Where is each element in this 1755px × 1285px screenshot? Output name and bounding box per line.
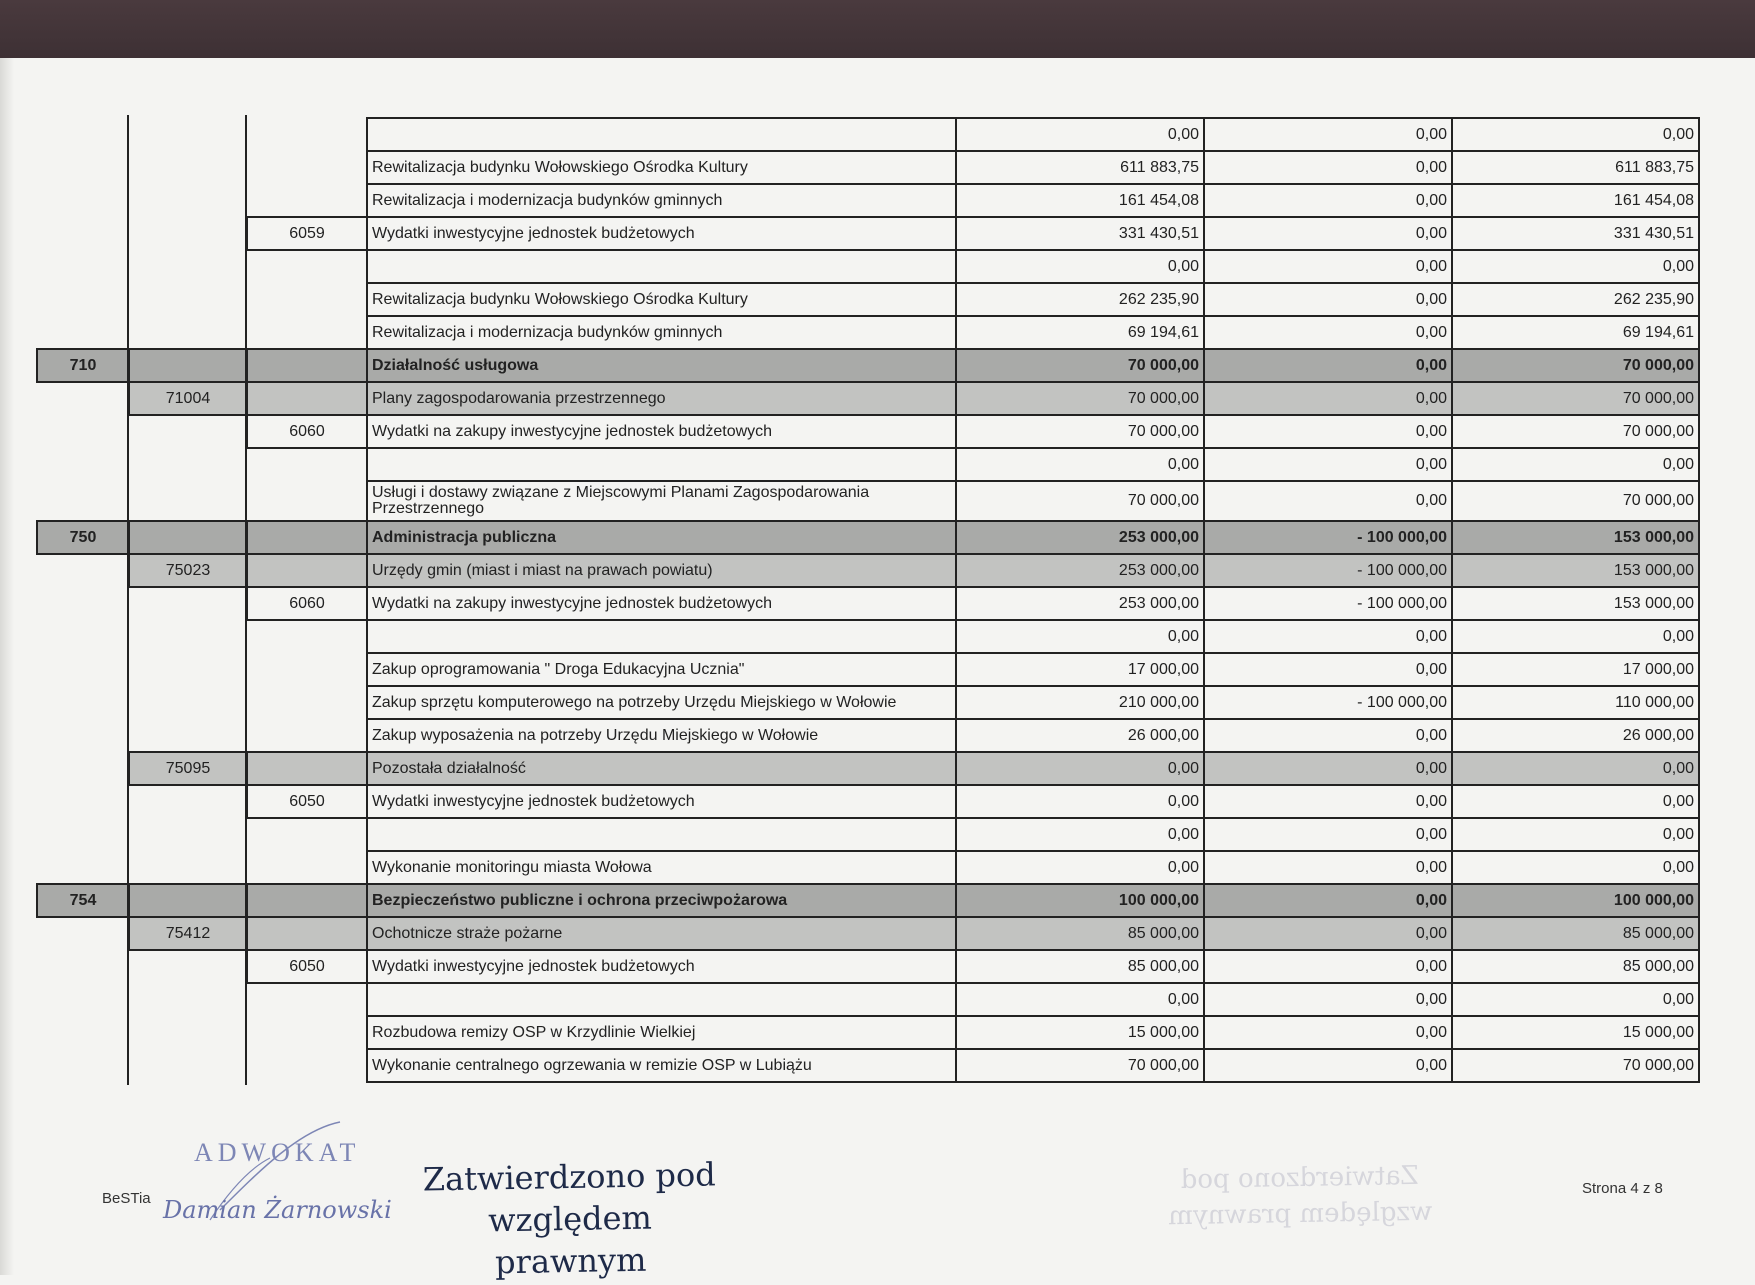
table-row-item	[37, 283, 1699, 316]
rozdzial-code	[129, 217, 247, 250]
amount-change: 0,00	[1204, 118, 1452, 151]
amount-after: 0,00	[1452, 851, 1699, 884]
amount-after: 153 000,00	[1452, 554, 1699, 587]
approval-stamp-line-2: względem prawnym	[487, 1198, 653, 1282]
description-cell: Wykonanie centralnego ogrzewania w remizie OSP w Lubiążu	[367, 1049, 956, 1082]
rozdzial-code	[129, 151, 247, 184]
description-cell: Zakup wyposażenia na potrzeby Urzędu Miejskiego w Wołowie	[367, 719, 956, 752]
table-row-item-tall	[37, 481, 1699, 521]
description-cell	[367, 620, 956, 653]
amount-plan: 0,00	[956, 818, 1204, 851]
amount-after: 17 000,00	[1452, 653, 1699, 686]
amount-plan: 253 000,00	[956, 521, 1204, 554]
table-row-rozdzial	[37, 917, 1699, 950]
amount-plan: 0,00	[956, 250, 1204, 283]
table-row-rozdzial	[37, 554, 1699, 587]
table-row-dzial	[37, 349, 1699, 382]
description-cell: Wydatki na zakupy inwestycyjne jednostek budżetowych	[367, 415, 956, 448]
amount-plan: 0,00	[956, 785, 1204, 818]
lawyer-signature: Damian Żarnowski	[163, 1196, 392, 1224]
amount-change: 0,00	[1204, 950, 1452, 983]
approval-stamp	[419, 1153, 721, 1284]
dzial-code	[37, 620, 129, 653]
amount-plan: 70 000,00	[956, 481, 1204, 521]
paragraf-code	[247, 382, 367, 415]
description-cell: Bezpieczeństwo publiczne i ochrona przeciwpożarowa	[367, 884, 956, 917]
rozdzial-code	[129, 521, 247, 554]
amount-after: 70 000,00	[1452, 382, 1699, 415]
paragraf-code	[247, 818, 367, 851]
table-row-item	[37, 151, 1699, 184]
amount-change: 0,00	[1204, 283, 1452, 316]
amount-plan: 100 000,00	[956, 884, 1204, 917]
amount-after: 153 000,00	[1452, 521, 1699, 554]
paragraf-code	[247, 349, 367, 382]
amount-plan: 0,00	[956, 620, 1204, 653]
rozdzial-code: 75023	[129, 554, 247, 587]
paragraf-code: 6060	[247, 587, 367, 620]
dzial-code	[37, 983, 129, 1016]
dzial-code	[37, 184, 129, 217]
amount-after: 0,00	[1452, 118, 1699, 151]
amount-after: 70 000,00	[1452, 415, 1699, 448]
dzial-code	[37, 118, 129, 151]
paragraf-code	[247, 554, 367, 587]
paragraf-code	[247, 448, 367, 481]
rozdzial-code	[129, 1016, 247, 1049]
amount-after: 70 000,00	[1452, 349, 1699, 382]
amount-after: 85 000,00	[1452, 950, 1699, 983]
table-row-item	[37, 1049, 1699, 1082]
dzial-code	[37, 415, 129, 448]
paragraf-code: 6050	[247, 785, 367, 818]
amount-change: 0,00	[1204, 917, 1452, 950]
rozdzial-code	[129, 118, 247, 151]
table-row-paragraf	[37, 785, 1699, 818]
footer-software: BeSTia	[102, 1190, 151, 1207]
rozdzial-code: 71004	[129, 382, 247, 415]
description-cell: Rewitalizacja i modernizacja budynków gminnych	[367, 316, 956, 349]
amount-after: 0,00	[1452, 983, 1699, 1016]
paragraf-code	[247, 620, 367, 653]
amount-change: 0,00	[1204, 884, 1452, 917]
amount-plan: 161 454,08	[956, 184, 1204, 217]
table-row-item	[37, 653, 1699, 686]
rozdzial-code	[129, 851, 247, 884]
rozdzial-code	[129, 415, 247, 448]
lawyer-stamp-title: ADWOKAT	[194, 1138, 361, 1167]
paragraf-code: 6059	[247, 217, 367, 250]
amount-change: 0,00	[1204, 481, 1452, 521]
footer-page-number: Strona 4 z 8	[1582, 1180, 1663, 1197]
table-row-rozdzial	[37, 382, 1699, 415]
dzial-code	[37, 382, 129, 415]
amount-after: 161 454,08	[1452, 184, 1699, 217]
dzial-code	[37, 653, 129, 686]
table-row-paragraf	[37, 950, 1699, 983]
table-row-item	[37, 1016, 1699, 1049]
amount-change: 0,00	[1204, 316, 1452, 349]
description-cell: Ochotnicze straże pożarne	[367, 917, 956, 950]
table-row-item	[37, 719, 1699, 752]
dzial-code	[37, 917, 129, 950]
amount-plan: 331 430,51	[956, 217, 1204, 250]
description-cell: Wydatki na zakupy inwestycyjne jednostek budżetowych	[367, 587, 956, 620]
table-row-dzial	[37, 884, 1699, 917]
dzial-code	[37, 316, 129, 349]
paragraf-code: 6060	[247, 415, 367, 448]
dzial-code	[37, 719, 129, 752]
description-cell: Administracja publiczna	[367, 521, 956, 554]
dzial-code	[37, 250, 129, 283]
paragraf-code	[247, 917, 367, 950]
description-cell	[367, 118, 956, 151]
rozdzial-code	[129, 1049, 247, 1082]
description-cell: Rewitalizacja i modernizacja budynków gminnych	[367, 184, 956, 217]
description-cell: Działalność usługowa	[367, 349, 956, 382]
amount-after: 611 883,75	[1452, 151, 1699, 184]
amount-change: 0,00	[1204, 151, 1452, 184]
dzial-code	[37, 448, 129, 481]
amount-after: 0,00	[1452, 250, 1699, 283]
paragraf-code	[247, 1049, 367, 1082]
bleed-through-line-1: Zatwierdzono pod	[1180, 1160, 1419, 1196]
table-row-item	[37, 448, 1699, 481]
table-row-item	[37, 983, 1699, 1016]
table-row-item	[37, 184, 1699, 217]
amount-plan: 70 000,00	[956, 382, 1204, 415]
amount-plan: 262 235,90	[956, 283, 1204, 316]
description-cell: Pozostała działalność	[367, 752, 956, 785]
paragraf-code	[247, 752, 367, 785]
rozdzial-code	[129, 818, 247, 851]
amount-change: - 100 000,00	[1204, 521, 1452, 554]
amount-after: 69 194,61	[1452, 316, 1699, 349]
table-row-paragraf	[37, 217, 1699, 250]
description-cell: Plany zagospodarowania przestrzennego	[367, 382, 956, 415]
dzial-code	[37, 481, 129, 521]
amount-plan: 210 000,00	[956, 686, 1204, 719]
amount-after: 100 000,00	[1452, 884, 1699, 917]
bleed-through-line-2: względem prawnym	[1167, 1196, 1433, 1232]
description-cell: Wydatki inwestycyjne jednostek budżetowych	[367, 217, 956, 250]
amount-change: 0,00	[1204, 983, 1452, 1016]
paragraf-code	[247, 884, 367, 917]
rozdzial-code	[129, 184, 247, 217]
paragraf-code	[247, 653, 367, 686]
bleed-through-text	[1149, 1157, 1450, 1234]
amount-plan: 85 000,00	[956, 950, 1204, 983]
dzial-code	[37, 283, 129, 316]
amount-plan: 69 194,61	[956, 316, 1204, 349]
amount-plan: 253 000,00	[956, 554, 1204, 587]
amount-change: 0,00	[1204, 752, 1452, 785]
amount-after: 15 000,00	[1452, 1016, 1699, 1049]
amount-after: 70 000,00	[1452, 481, 1699, 521]
rozdzial-code: 75095	[129, 752, 247, 785]
description-cell: Zakup oprogramowania " Droga Edukacyjna Ucznia"	[367, 653, 956, 686]
description-cell	[367, 983, 956, 1016]
amount-plan: 0,00	[956, 983, 1204, 1016]
amount-change: 0,00	[1204, 349, 1452, 382]
dzial-code	[37, 950, 129, 983]
paragraf-code	[247, 184, 367, 217]
dzial-code	[37, 851, 129, 884]
amount-change: 0,00	[1204, 653, 1452, 686]
amount-after: 85 000,00	[1452, 917, 1699, 950]
tree-line-rozdzial	[245, 115, 247, 1085]
amount-change: 0,00	[1204, 818, 1452, 851]
dzial-code	[37, 785, 129, 818]
description-cell	[367, 250, 956, 283]
amount-after: 70 000,00	[1452, 1049, 1699, 1082]
description-cell: Rewitalizacja budynku Wołowskiego Ośrodka Kultury	[367, 151, 956, 184]
rozdzial-code	[129, 587, 247, 620]
amount-after: 26 000,00	[1452, 719, 1699, 752]
amount-plan: 611 883,75	[956, 151, 1204, 184]
amount-after: 153 000,00	[1452, 587, 1699, 620]
amount-plan: 15 000,00	[956, 1016, 1204, 1049]
amount-change: 0,00	[1204, 184, 1452, 217]
description-cell: Urzędy gmin (miast i miast na prawach powiatu)	[367, 554, 956, 587]
amount-change: 0,00	[1204, 1016, 1452, 1049]
paragraf-code	[247, 686, 367, 719]
dzial-code	[37, 587, 129, 620]
dzial-code	[37, 1049, 129, 1082]
rozdzial-code	[129, 250, 247, 283]
amount-plan: 253 000,00	[956, 587, 1204, 620]
paragraf-code	[247, 1016, 367, 1049]
amount-plan: 70 000,00	[956, 349, 1204, 382]
table-row-item	[37, 118, 1699, 151]
amount-after: 0,00	[1452, 818, 1699, 851]
rozdzial-code	[129, 884, 247, 917]
table-row-item	[37, 686, 1699, 719]
amount-after: 331 430,51	[1452, 217, 1699, 250]
description-cell: Wykonanie monitoringu miasta Wołowa	[367, 851, 956, 884]
budget-table	[36, 117, 1700, 1083]
amount-change: - 100 000,00	[1204, 554, 1452, 587]
paragraf-code	[247, 481, 367, 521]
paragraf-code	[247, 283, 367, 316]
dzial-code	[37, 217, 129, 250]
amount-plan: 26 000,00	[956, 719, 1204, 752]
paragraf-code	[247, 719, 367, 752]
dzial-code	[37, 1016, 129, 1049]
amount-change: 0,00	[1204, 719, 1452, 752]
rozdzial-code	[129, 316, 247, 349]
paragraf-code	[247, 151, 367, 184]
scan-top-band	[0, 0, 1755, 58]
amount-change: 0,00	[1204, 448, 1452, 481]
description-cell	[367, 818, 956, 851]
table-row-item	[37, 620, 1699, 653]
paragraf-code	[247, 250, 367, 283]
table-row-item	[37, 818, 1699, 851]
tree-line-dzial	[127, 115, 129, 1085]
amount-change: 0,00	[1204, 1049, 1452, 1082]
table-row-paragraf	[37, 415, 1699, 448]
amount-change: - 100 000,00	[1204, 686, 1452, 719]
approval-stamp-line-1: Zatwierdzono pod	[422, 1155, 717, 1199]
description-cell: Usługi i dostawy związane z Miejscowymi Planami Zagospodarowania Przestrzennego	[367, 481, 956, 521]
amount-change: 0,00	[1204, 250, 1452, 283]
description-cell: Wydatki inwestycyjne jednostek budżetowych	[367, 785, 956, 818]
rozdzial-code: 75412	[129, 917, 247, 950]
description-cell	[367, 448, 956, 481]
paragraf-code	[247, 983, 367, 1016]
amount-plan: 0,00	[956, 118, 1204, 151]
amount-after: 0,00	[1452, 752, 1699, 785]
amount-change: 0,00	[1204, 217, 1452, 250]
dzial-code	[37, 151, 129, 184]
table-row-paragraf	[37, 587, 1699, 620]
dzial-code: 750	[37, 521, 129, 554]
amount-change: 0,00	[1204, 620, 1452, 653]
amount-change: 0,00	[1204, 415, 1452, 448]
amount-after: 0,00	[1452, 448, 1699, 481]
paragraf-code	[247, 521, 367, 554]
amount-plan: 70 000,00	[956, 415, 1204, 448]
amount-after: 110 000,00	[1452, 686, 1699, 719]
amount-change: 0,00	[1204, 382, 1452, 415]
amount-change: 0,00	[1204, 785, 1452, 818]
amount-plan: 17 000,00	[956, 653, 1204, 686]
dzial-code	[37, 818, 129, 851]
amount-after: 262 235,90	[1452, 283, 1699, 316]
rozdzial-code	[129, 983, 247, 1016]
scan-left-edge	[0, 58, 14, 1275]
amount-plan: 0,00	[956, 851, 1204, 884]
dzial-code	[37, 686, 129, 719]
rozdzial-code	[129, 785, 247, 818]
amount-after: 0,00	[1452, 620, 1699, 653]
rozdzial-code	[129, 481, 247, 521]
rozdzial-code	[129, 950, 247, 983]
description-cell: Wydatki inwestycyjne jednostek budżetowych	[367, 950, 956, 983]
amount-change: 0,00	[1204, 851, 1452, 884]
table-row-item	[37, 250, 1699, 283]
table-row-dzial	[37, 521, 1699, 554]
paragraf-code: 6050	[247, 950, 367, 983]
description-cell: Zakup sprzętu komputerowego na potrzeby Urzędu Miejskiego w Wołowie	[367, 686, 956, 719]
amount-plan: 70 000,00	[956, 1049, 1204, 1082]
amount-plan: 0,00	[956, 752, 1204, 785]
paragraf-code	[247, 118, 367, 151]
paragraf-code	[247, 851, 367, 884]
dzial-code	[37, 554, 129, 587]
rozdzial-code	[129, 448, 247, 481]
amount-change: - 100 000,00	[1204, 587, 1452, 620]
dzial-code: 754	[37, 884, 129, 917]
rozdzial-code	[129, 349, 247, 382]
rozdzial-code	[129, 620, 247, 653]
paragraf-code	[247, 316, 367, 349]
description-cell: Rozbudowa remizy OSP w Krzydlinie Wielkiej	[367, 1016, 956, 1049]
rozdzial-code	[129, 653, 247, 686]
amount-plan: 0,00	[956, 448, 1204, 481]
table-row-item	[37, 316, 1699, 349]
rozdzial-code	[129, 283, 247, 316]
table-row-rozdzial	[37, 752, 1699, 785]
budget-table-body	[37, 118, 1699, 1082]
description-cell: Rewitalizacja budynku Wołowskiego Ośrodka Kultury	[367, 283, 956, 316]
dzial-code	[37, 752, 129, 785]
amount-plan: 85 000,00	[956, 917, 1204, 950]
table-row-item	[37, 851, 1699, 884]
dzial-code: 710	[37, 349, 129, 382]
amount-after: 0,00	[1452, 785, 1699, 818]
rozdzial-code	[129, 719, 247, 752]
rozdzial-code	[129, 686, 247, 719]
